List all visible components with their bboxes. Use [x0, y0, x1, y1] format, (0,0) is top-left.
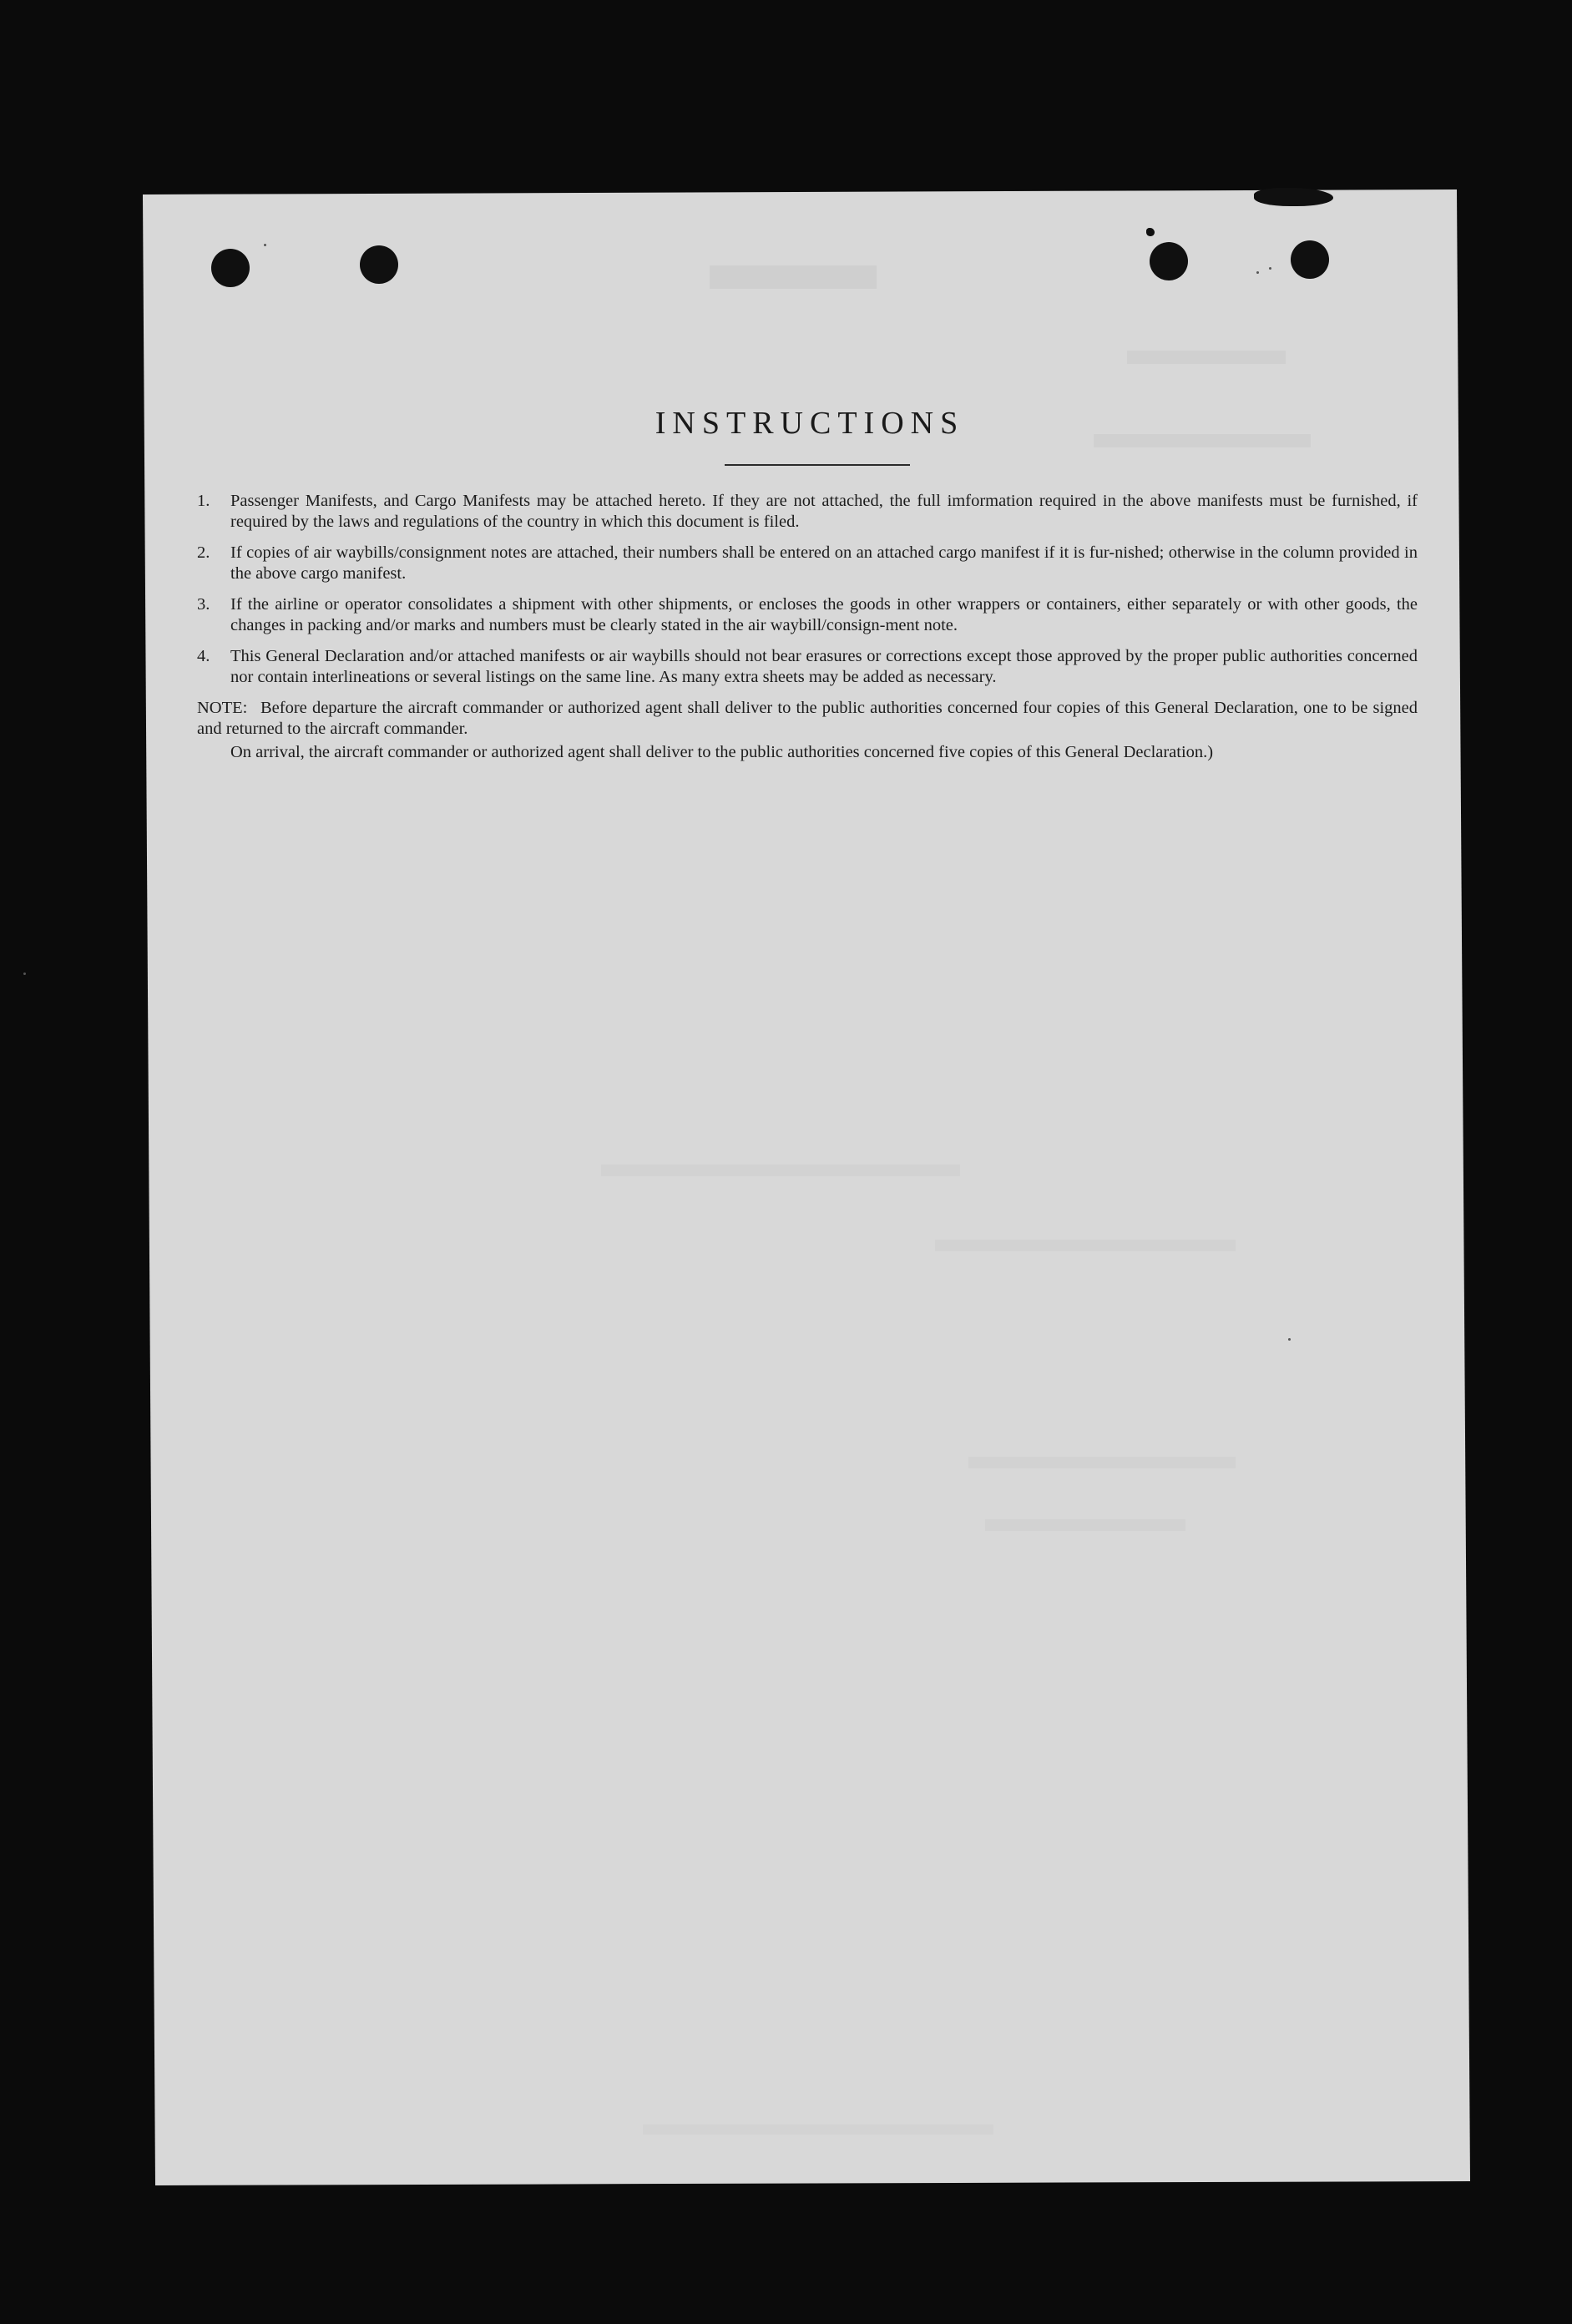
show-through-mark: [968, 1457, 1236, 1468]
item-number: 3.: [197, 595, 210, 614]
punch-hole: [360, 245, 398, 284]
instruction-item: [197, 543, 1418, 584]
item-text: Passenger Manifests, and Cargo Manifests may be attached hereto. If they are not attached, the full imformation required in the above manifests must be furnished, if required by the laws and regulations of the country in which this document is filed.: [230, 492, 1418, 531]
show-through-mark: [985, 1519, 1185, 1531]
item-number: 2.: [197, 543, 210, 562]
instruction-item: [197, 594, 1418, 635]
show-through-mark: [1094, 434, 1311, 447]
instructions-heading: INSTRUCTIONS: [655, 406, 965, 441]
instructions-body: [197, 491, 1418, 763]
show-through-mark: [710, 265, 877, 289]
dust-speck: [1269, 267, 1271, 270]
show-through-mark: [935, 1240, 1236, 1251]
note-paragraph-1: Before departure the aircraft commander or authorized agent shall deliver to the public authorities concerned four copies of this General Declaration, one to be signed and returned to the aircraft commander.: [197, 699, 1418, 738]
instruction-item: [197, 646, 1418, 687]
punch-hole: [1291, 240, 1329, 279]
note-paragraph-2: On arrival, the aircraft commander or authorized agent shall deliver to the public authorities concerned five copies of this General Declaration.): [230, 743, 1214, 761]
show-through-mark: [601, 1165, 960, 1176]
dust-speck: [1256, 271, 1259, 274]
item-text: If copies of air waybills/consignment notes are attached, their numbers shall be entered on an attached cargo manifest if it is fur-nished; otherwise in the column provided in the above cargo manifest.: [230, 543, 1418, 583]
note-first-paragraph: NOTE: Before departure the aircraft commander or authorized agent shall deliver to the public authorities concerned four copies of this General Declaration, one to be signed and returned to the aircraft commander.: [197, 698, 1418, 739]
item-text: If the airline or operator consolidates a shipment with other shipments, or encloses the goods in other wrappers or containers, either separately or with other goods, the changes in packing and/or marks and numbers must be clearly stated in the air waybill/consign-ment note.: [230, 595, 1418, 634]
torn-paper-edge: [1254, 188, 1333, 206]
punch-hole: [1150, 242, 1188, 280]
dust-speck: [23, 973, 26, 975]
dust-speck: [264, 244, 266, 246]
punch-hole: [211, 249, 250, 287]
item-text: This General Declaration and/or attached manifests or air waybills should not bear erasures or corrections except those approved by the proper public authorities concerned nor contain interlineations or several listings on the same line. As many extra sheets may be added as necessary.: [230, 647, 1418, 686]
note-block: [197, 698, 1418, 763]
dust-speck: [1288, 1338, 1291, 1341]
item-number: 1.: [197, 492, 210, 510]
item-number: 4.: [197, 647, 210, 665]
heading-underline: [725, 464, 910, 466]
show-through-mark: [1127, 351, 1286, 364]
instruction-item: [197, 491, 1418, 532]
show-through-mark: [643, 2124, 993, 2135]
torn-paper-edge: [1146, 228, 1155, 236]
